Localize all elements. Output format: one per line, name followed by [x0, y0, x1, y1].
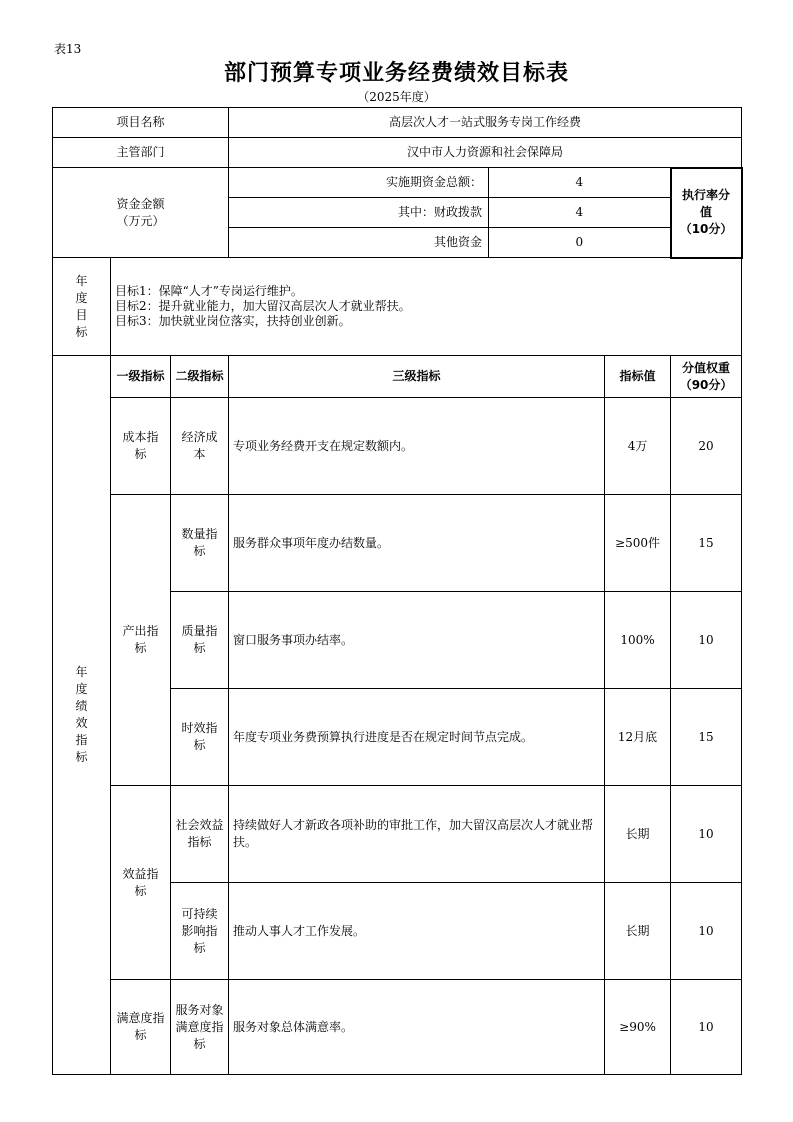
level3-cell: 服务群众事项年度办结数量。 — [229, 495, 605, 592]
level2-cell: 质量指标 — [171, 592, 229, 689]
performance-table — [52, 107, 743, 1075]
goals-label: 年度目标 — [53, 258, 111, 356]
fiscal-label: 其中：财政拨款 — [229, 198, 489, 228]
level2-cell: 经济成本 — [171, 398, 229, 495]
header-weight: 分值权重 （90分） — [671, 356, 742, 398]
level2-cell: 服务对象满意度指标 — [171, 980, 229, 1075]
indicator-weight: 15 — [671, 689, 742, 786]
exec-rate-label: 执行率分 值 （10分） — [671, 168, 742, 258]
group-benefit: 效益指标 — [111, 786, 171, 980]
header-value: 指标值 — [605, 356, 671, 398]
page-title: 部门预算专项业务经费绩效目标表 — [223, 61, 569, 86]
level3-cell: 年度专项业务费预算执行进度是否在规定时间节点完成。 — [229, 689, 605, 786]
level3-cell: 专项业务经费开支在规定数额内。 — [229, 398, 605, 495]
goal-item: 目标1：保障“人才”专岗运行维护。 — [115, 284, 303, 299]
indicator-weight: 10 — [671, 592, 742, 689]
dept-label: 主管部门 — [53, 138, 229, 168]
goal-item: 目标2：提升就业能力，加大留汉高层次人才就业帮扶。 — [115, 299, 411, 314]
indicator-value: 12月底 — [605, 689, 671, 786]
indicator-value: 100% — [605, 592, 671, 689]
fiscal-value: 4 — [489, 198, 671, 228]
group-cost: 成本指标 — [111, 398, 171, 495]
level3-cell: 窗口服务事项办结率。 — [229, 592, 605, 689]
indicator-weight: 10 — [671, 786, 742, 883]
level3-cell: 服务对象总体满意率。 — [229, 980, 605, 1075]
indicator-weight: 10 — [671, 883, 742, 980]
goals-list — [111, 258, 742, 356]
header-level1: 一级指标 — [111, 356, 171, 398]
indicator-value: 4万 — [605, 398, 671, 495]
project-name-label: 项目名称 — [53, 108, 229, 138]
group-satisfaction: 满意度指标 — [111, 980, 171, 1075]
level2-cell: 可持续影响指标 — [171, 883, 229, 980]
year-label: （2025年度） — [357, 90, 436, 104]
level2-cell: 时效指标 — [171, 689, 229, 786]
header-level2: 二级指标 — [171, 356, 229, 398]
level3-cell: 推动人事人才工作发展。 — [229, 883, 605, 980]
goal-item: 目标3：加快就业岗位落实，扶持创业创新。 — [115, 314, 351, 329]
table-row — [53, 495, 742, 592]
indicator-weight: 15 — [671, 495, 742, 592]
group-output: 产出指标 — [111, 495, 171, 786]
level2-cell: 数量指标 — [171, 495, 229, 592]
level2-cell: 社会效益指标 — [171, 786, 229, 883]
table-number: 表13 — [54, 42, 82, 56]
table-row — [53, 980, 742, 1075]
other-value: 0 — [489, 228, 671, 258]
indicator-value: ≥500件 — [605, 495, 671, 592]
indicator-weight: 10 — [671, 980, 742, 1075]
indicator-value: 长期 — [605, 883, 671, 980]
indicator-weight: 20 — [671, 398, 742, 495]
table-row — [53, 398, 742, 495]
fund-label: 资金金额 （万元） — [53, 168, 229, 258]
indicators-section-label: 年度绩效指标 — [53, 356, 111, 1075]
dept-value: 汉中市人力资源和社会保障局 — [229, 138, 742, 168]
other-label: 其他资金 — [229, 228, 489, 258]
level3-cell: 持续做好人才新政各项补助的审批工作，加大留汉高层次人才就业帮扶。 — [229, 786, 605, 883]
indicator-value: ≥90% — [605, 980, 671, 1075]
indicator-value: 长期 — [605, 786, 671, 883]
total-label: 实施期资金总额： — [229, 168, 489, 198]
project-name-value: 高层次人才一站式服务专岗工作经费 — [229, 108, 742, 138]
table-row — [53, 786, 742, 883]
total-value: 4 — [489, 168, 671, 198]
header-level3: 三级指标 — [229, 356, 605, 398]
